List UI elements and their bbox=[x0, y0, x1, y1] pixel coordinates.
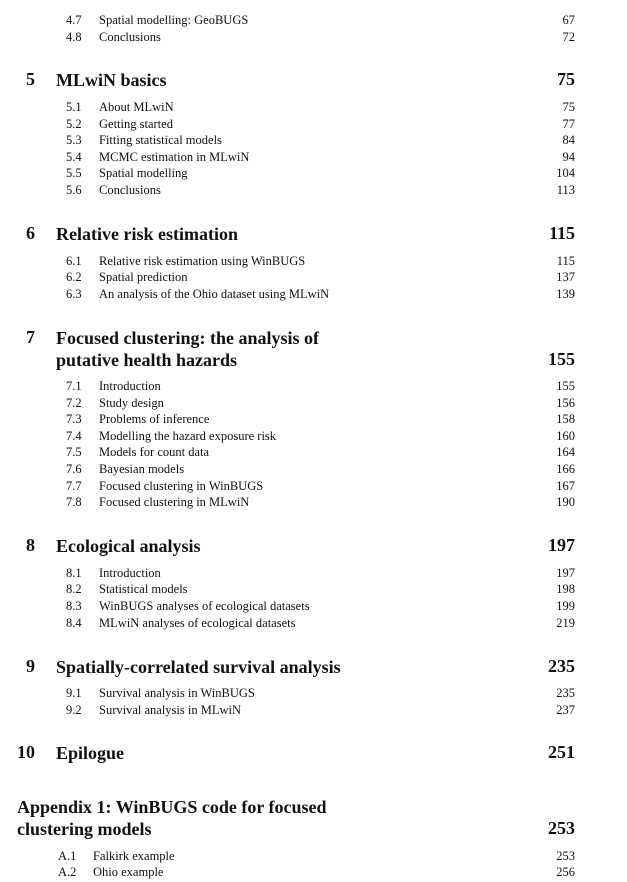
section-number: 5.4 bbox=[66, 150, 82, 164]
chapter-page: 75 bbox=[557, 69, 575, 89]
section-number: 7.4 bbox=[66, 429, 82, 443]
section-title: Spatial modelling: GeoBUGS bbox=[99, 13, 249, 27]
section-number: 8.2 bbox=[66, 582, 82, 596]
appendix-page: 253 bbox=[548, 818, 575, 838]
section-page: 253 bbox=[556, 849, 575, 863]
section-page: 67 bbox=[562, 13, 575, 27]
section-number: 7.5 bbox=[66, 445, 82, 459]
chapter-page: 115 bbox=[548, 223, 575, 243]
section-number: 7.1 bbox=[66, 379, 82, 393]
section-page: 137 bbox=[556, 270, 575, 284]
section-number: 5.3 bbox=[66, 133, 82, 147]
section-number: 7.3 bbox=[66, 412, 82, 426]
appendix-title-line2: clustering models bbox=[17, 819, 152, 839]
section-number: 8.3 bbox=[66, 599, 82, 613]
section-title: Survival analysis in MLwiN bbox=[99, 703, 242, 717]
section-title: Introduction bbox=[99, 566, 161, 580]
section-title: Survival analysis in WinBUGS bbox=[99, 686, 255, 700]
chapter-title: Spatially-correlated survival analysis bbox=[56, 657, 341, 677]
appendix-title-line1: Appendix 1: WinBUGS code for focused bbox=[17, 797, 327, 817]
section-title: Ohio example bbox=[93, 865, 164, 879]
section-page: 197 bbox=[556, 566, 575, 580]
section-title: Fitting statistical models bbox=[99, 133, 222, 147]
section-page: 104 bbox=[556, 166, 575, 180]
section-number: 6.1 bbox=[66, 254, 82, 268]
chapter-number: 6 bbox=[26, 223, 35, 243]
section-page: 166 bbox=[556, 462, 575, 476]
section-page: 113 bbox=[556, 183, 575, 197]
section-number: 6.3 bbox=[66, 287, 82, 301]
section-number: 5.1 bbox=[66, 100, 82, 114]
chapter-number: 5 bbox=[26, 69, 35, 89]
section-title: Conclusions bbox=[99, 183, 161, 197]
chapter-page: 251 bbox=[548, 742, 575, 762]
section-title: An analysis of the Ohio dataset using MLwiN bbox=[99, 287, 330, 301]
section-page: 139 bbox=[556, 287, 575, 301]
section-page: 77 bbox=[562, 117, 575, 131]
section-title: Modelling the hazard exposure risk bbox=[99, 429, 277, 443]
section-number: A.2 bbox=[58, 865, 77, 879]
chapter-page: 197 bbox=[548, 535, 575, 555]
section-title: MLwiN analyses of ecological datasets bbox=[99, 616, 296, 630]
section-number: 5.2 bbox=[66, 117, 82, 131]
section-title: Falkirk example bbox=[93, 849, 175, 863]
chapter-number: 9 bbox=[26, 656, 35, 676]
section-title: Statistical models bbox=[99, 582, 188, 596]
section-page: 198 bbox=[556, 582, 575, 596]
section-title: Bayesian models bbox=[99, 462, 185, 476]
section-number: 9.2 bbox=[66, 703, 82, 717]
section-page: 164 bbox=[556, 445, 575, 459]
section-number: 7.8 bbox=[66, 495, 82, 509]
section-page: 94 bbox=[562, 150, 575, 164]
section-page: 256 bbox=[556, 865, 575, 879]
chapter-title: Epilogue bbox=[56, 743, 125, 763]
section-page: 75 bbox=[562, 100, 575, 114]
section-title: Problems of inference bbox=[99, 412, 210, 426]
chapter-number: 10 bbox=[17, 742, 35, 762]
section-page: 237 bbox=[556, 703, 575, 717]
section-number: 4.7 bbox=[66, 13, 82, 27]
section-title: MCMC estimation in MLwiN bbox=[99, 150, 250, 164]
chapter-number: 8 bbox=[26, 535, 35, 555]
section-number: 8.4 bbox=[66, 616, 82, 630]
section-page: 115 bbox=[556, 254, 575, 268]
section-number: 4.8 bbox=[66, 30, 82, 44]
section-number: 9.1 bbox=[66, 686, 82, 700]
section-page: 72 bbox=[562, 30, 575, 44]
chapter-page: 155 bbox=[548, 349, 575, 369]
section-title: Getting started bbox=[99, 117, 173, 131]
section-number: 7.7 bbox=[66, 479, 82, 493]
chapter-title: MLwiN basics bbox=[56, 70, 167, 90]
section-title: Focused clustering in WinBUGS bbox=[99, 479, 264, 493]
section-title: Introduction bbox=[99, 379, 161, 393]
section-number: 8.1 bbox=[66, 566, 82, 580]
section-page: 156 bbox=[556, 396, 575, 410]
section-title: Study design bbox=[99, 396, 164, 410]
chapter-title: Ecological analysis bbox=[56, 536, 201, 556]
section-number: 5.6 bbox=[66, 183, 82, 197]
section-page: 167 bbox=[556, 479, 575, 493]
section-number: 5.5 bbox=[66, 166, 82, 180]
chapter-title: Relative risk estimation bbox=[56, 224, 238, 244]
section-number: 7.6 bbox=[66, 462, 82, 476]
section-page: 219 bbox=[556, 616, 575, 630]
section-page: 158 bbox=[556, 412, 575, 426]
section-title: Models for count data bbox=[99, 445, 210, 459]
section-title: WinBUGS analyses of ecological datasets bbox=[99, 599, 310, 613]
section-page: 199 bbox=[556, 599, 575, 613]
chapter-title-line1: Focused clustering: the analysis of bbox=[56, 328, 319, 348]
chapter-title-line2: putative health hazards bbox=[56, 350, 238, 370]
section-title: Focused clustering in MLwiN bbox=[99, 495, 250, 509]
section-page: 190 bbox=[556, 495, 575, 509]
chapter-number: 7 bbox=[26, 327, 35, 347]
section-page: 84 bbox=[562, 133, 575, 147]
section-page: 160 bbox=[556, 429, 575, 443]
section-title: Spatial modelling bbox=[99, 166, 188, 180]
section-title: Conclusions bbox=[99, 30, 161, 44]
section-number: 6.2 bbox=[66, 270, 82, 284]
section-title: About MLwiN bbox=[99, 100, 174, 114]
chapter-page: 235 bbox=[548, 656, 575, 676]
section-title: Spatial prediction bbox=[99, 270, 188, 284]
section-number: 7.2 bbox=[66, 396, 82, 410]
section-number: A.1 bbox=[58, 849, 77, 863]
section-page: 235 bbox=[556, 686, 575, 700]
section-title: Relative risk estimation using WinBUGS bbox=[99, 254, 306, 268]
section-page: 155 bbox=[556, 379, 575, 393]
